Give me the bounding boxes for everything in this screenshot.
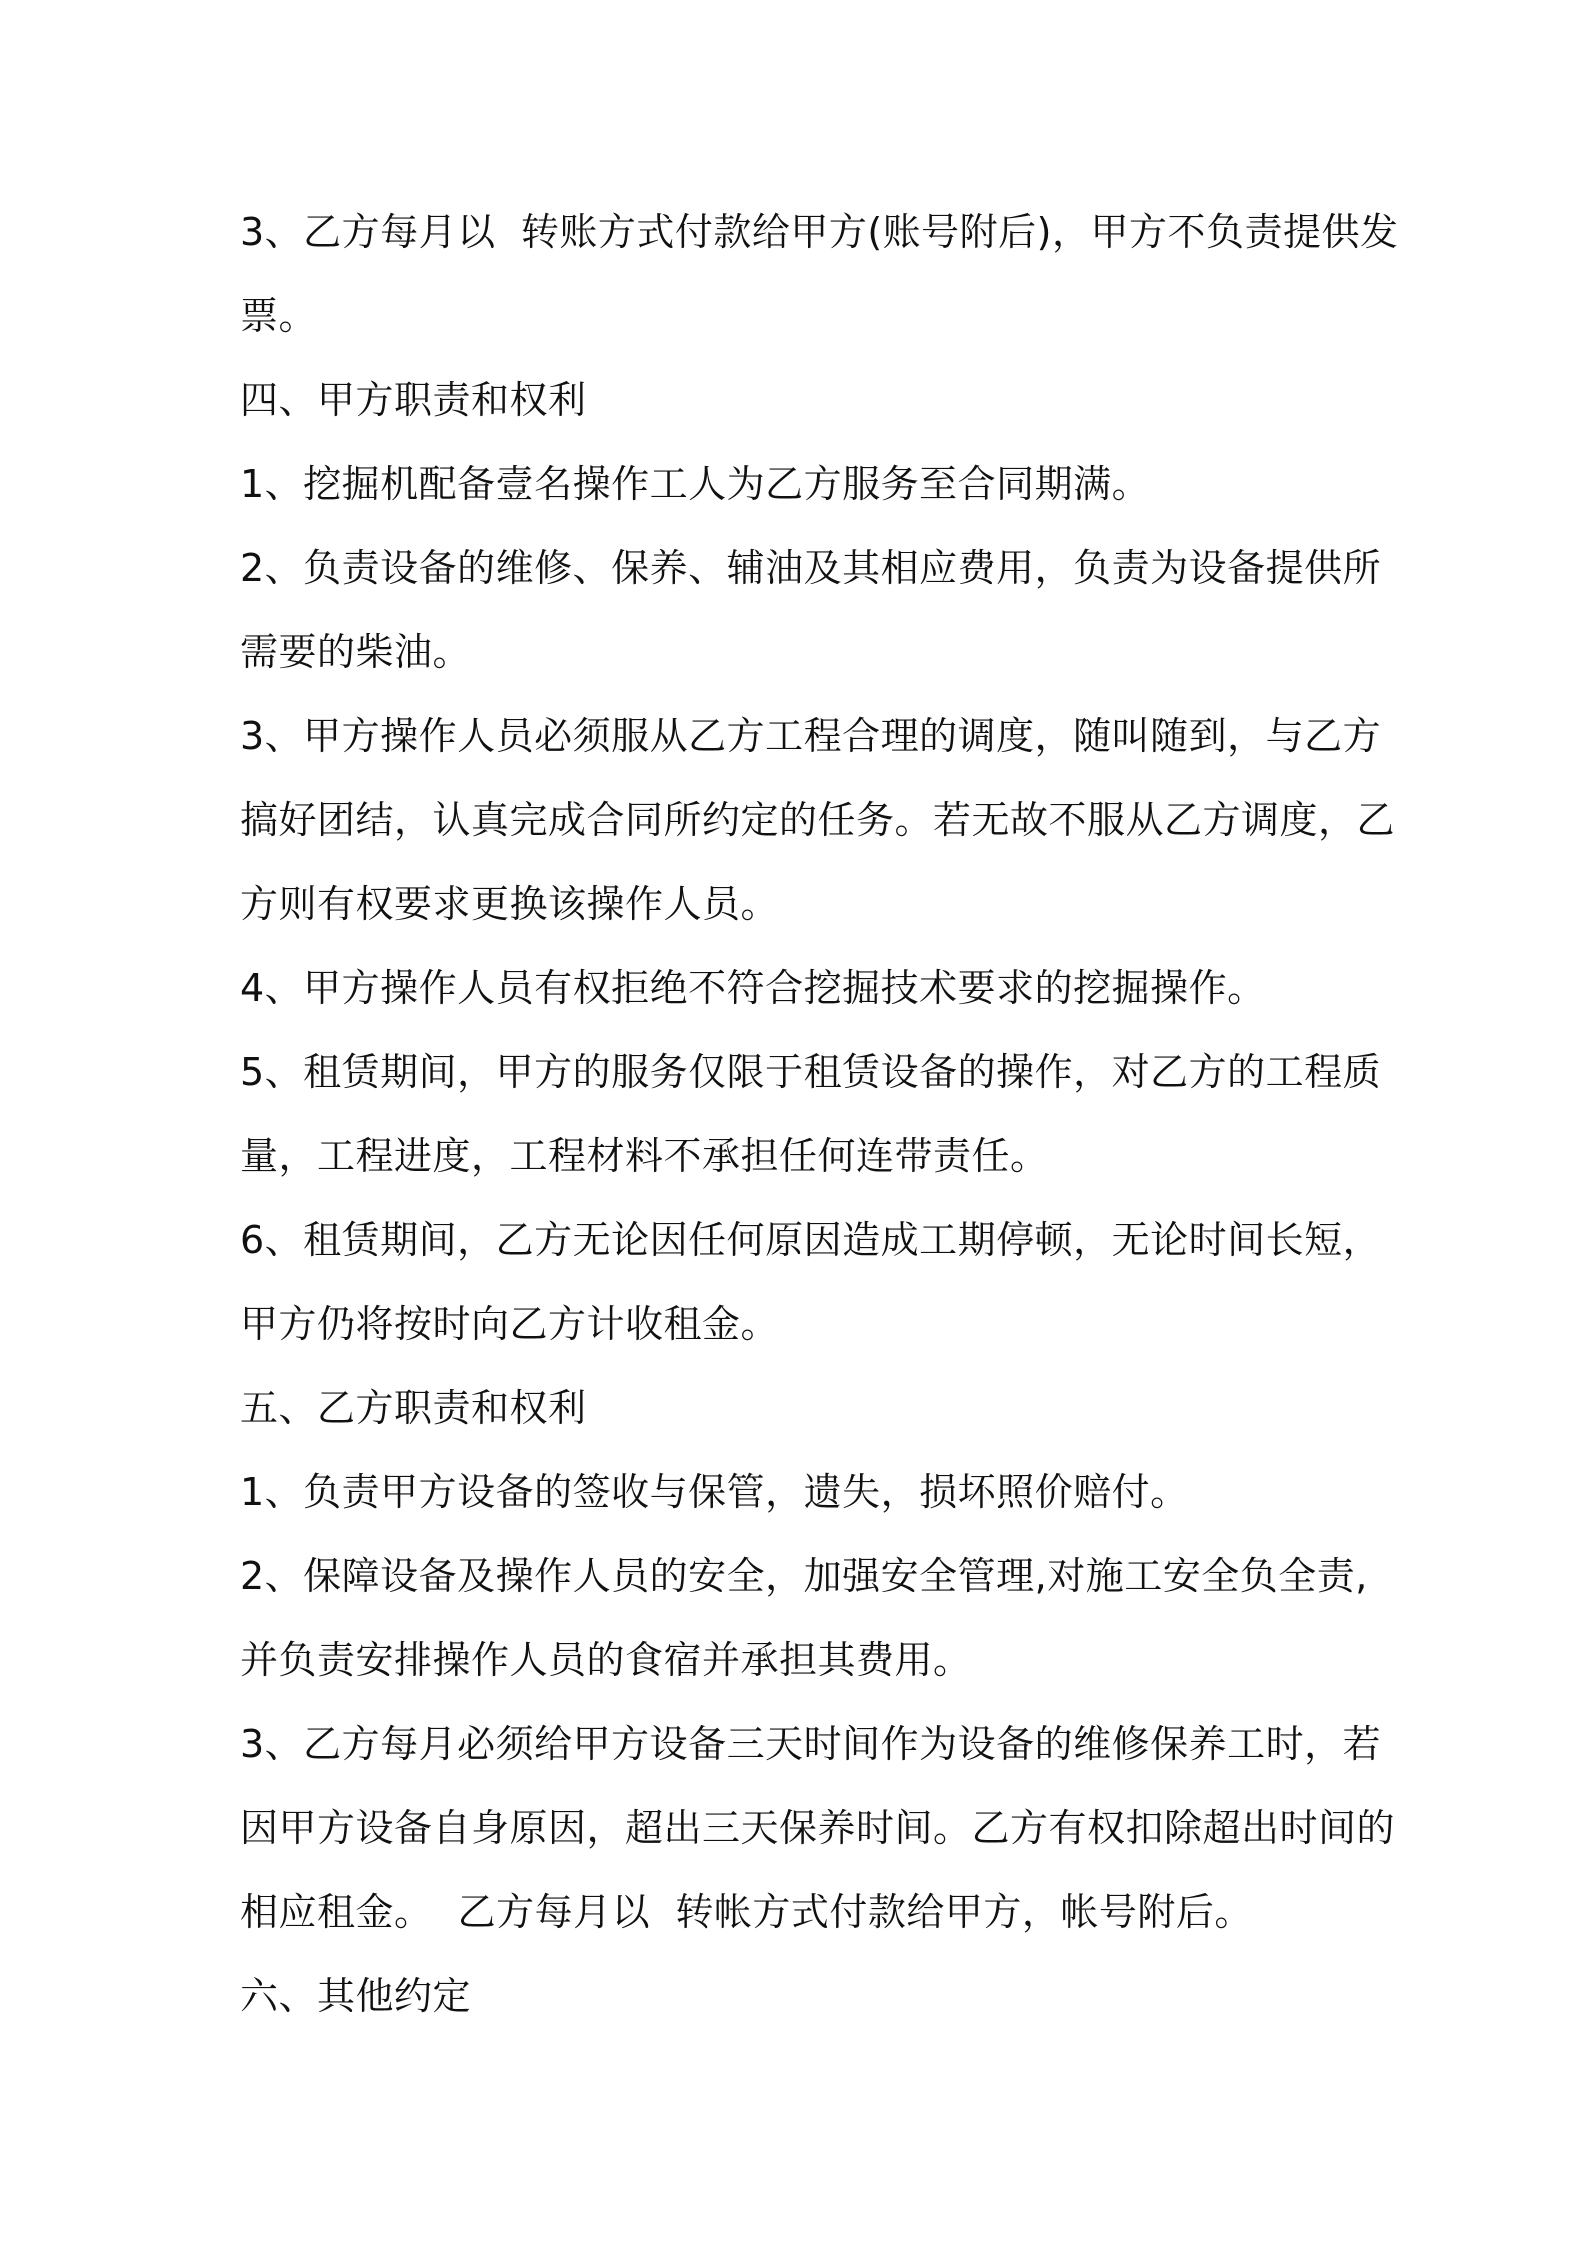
document-body xyxy=(240,190,1399,2038)
section-heading-4 xyxy=(240,358,1350,442)
text-line: 4、甲方操作人员有权拒绝不符合挖掘技术要求的挖掘操作。 xyxy=(240,966,1266,1010)
section-heading-5 xyxy=(240,1366,1350,1450)
clause-4-1 xyxy=(240,442,1350,526)
text-line: 6、租赁期间，乙方无论因任何原因造成工期停顿，无论时间长短， xyxy=(240,1218,1382,1262)
text-line: 1、挖掘机配备壹名操作工人为乙方服务至合同期满。 xyxy=(240,462,1151,506)
text-line: 方则有权要求更换该操作人员。 xyxy=(240,882,780,926)
text-line: 并负责安排操作人员的食宿并承担其费用。 xyxy=(240,1638,972,1682)
text-line: 3、乙方每月以 转账方式付款给甲方(账号附后)，甲方不负责提供发 xyxy=(240,210,1399,254)
text-line: 3、甲方操作人员必须服从乙方工程合理的调度，随叫随到，与乙方 xyxy=(240,714,1382,758)
text-line: 甲方仍将按时向乙方计收租金。 xyxy=(240,1302,780,1346)
section-heading-6 xyxy=(240,1954,1350,2038)
clause-4-5 xyxy=(240,1030,1382,1198)
text-line: 量，工程进度，工程材料不承担任何连带责任。 xyxy=(240,1134,1049,1178)
clause-4-4 xyxy=(240,946,1350,1030)
text-line: 搞好团结，认真完成合同所约定的任务。若无故不服从乙方调度，乙 xyxy=(240,798,1396,842)
text-line: 因甲方设备自身原因，超出三天保养时间。乙方有权扣除超出时间的 xyxy=(240,1806,1396,1850)
clause-4-6 xyxy=(240,1198,1382,1366)
heading-text: 五、乙方职责和权利 xyxy=(240,1386,587,1430)
text-line: 2、负责设备的维修、保养、辅油及其相应费用，负责为设备提供所 xyxy=(240,546,1382,590)
text-line: 2、保障设备及操作人员的安全，加强安全管理,对施工安全负全责, xyxy=(240,1554,1368,1598)
text-line: 票。 xyxy=(240,294,318,338)
text-line: 相应租金。 乙方每月以 转帐方式付款给甲方，帐号附后。 xyxy=(240,1890,1253,1934)
heading-text: 四、甲方职责和权利 xyxy=(240,378,587,422)
clause-5-2 xyxy=(240,1534,1368,1702)
text-line: 1、负责甲方设备的签收与保管，遗失，损坏照价赔付。 xyxy=(240,1470,1189,1514)
text-line: 需要的柴油。 xyxy=(240,630,472,674)
text-line: 5、租赁期间，甲方的服务仅限于租赁设备的操作，对乙方的工程质 xyxy=(240,1050,1382,1094)
text-line: 3、乙方每月必须给甲方设备三天时间作为设备的维修保养工时，若 xyxy=(240,1722,1382,1766)
clause-5-1 xyxy=(240,1450,1350,1534)
clause-3-payment xyxy=(240,190,1399,358)
clause-5-3 xyxy=(240,1702,1396,1954)
heading-text: 六、其他约定 xyxy=(240,1974,472,2018)
clause-4-3 xyxy=(240,694,1396,946)
clause-4-2 xyxy=(240,526,1382,694)
